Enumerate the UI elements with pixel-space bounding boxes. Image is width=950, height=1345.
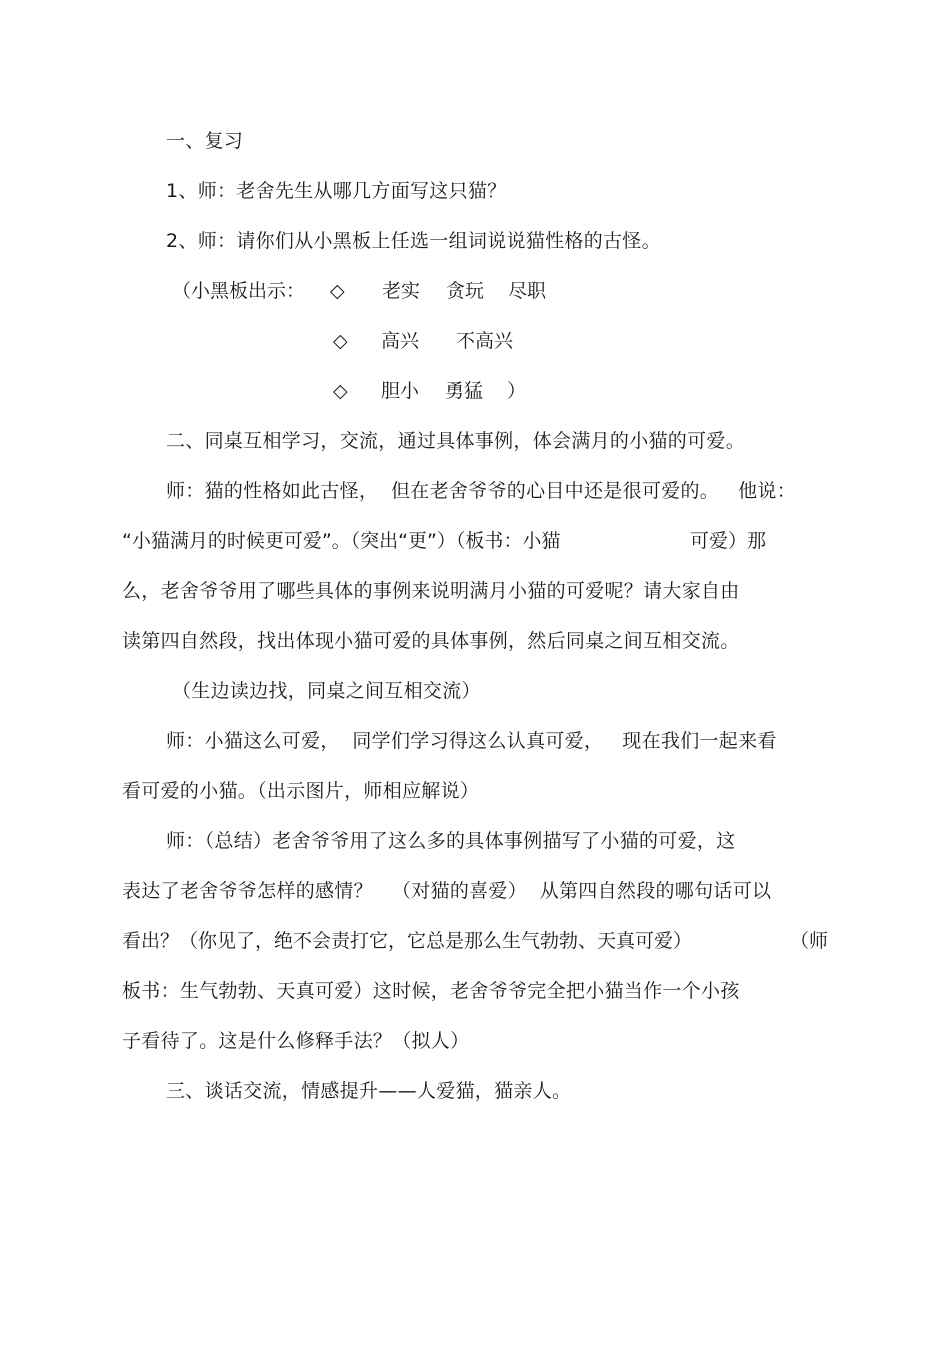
board-word: 老实: [382, 280, 421, 302]
paragraph-line: 看出？（你见了，绝不会责打它，它总是那么生气勃勃、天真可爱）: [122, 930, 693, 952]
board-word: 勇猛: [445, 380, 484, 402]
board-bullet-icon: ◇: [330, 280, 345, 302]
paragraph-line: 读第四自然段，找出体现小猫可爱的具体事例，然后同桌之间互相交流。: [122, 630, 740, 652]
question-2: 2、师：请你们从小黑板上任选一组词说说猫性格的古怪。: [166, 230, 661, 252]
paragraph-line: 看可爱的小猫。（出示图片，师相应解说）: [122, 780, 480, 802]
question-1: 1、师：老舍先生从哪几方面写这只猫？: [166, 180, 507, 202]
review-heading: 一、复习: [166, 130, 244, 152]
board-bullet-icon: ◇: [333, 330, 348, 352]
paragraph-line: 师：猫的性格如此古怪， 但在老舍爷爷的心目中还是很可爱的。 他说：: [166, 480, 796, 502]
paragraph-line: （生边读边找，同桌之间互相交流）: [172, 680, 481, 702]
board-word: 尽职: [508, 280, 547, 302]
board-word: 贪玩: [446, 280, 485, 302]
paragraph-line-end: （师: [790, 930, 829, 952]
paragraph-line-end: 可爱）那: [690, 530, 767, 552]
paragraph-line: 板书：生气勃勃、天真可爱）这时候，老舍爷爷完全把小猫当作一个小孩: [122, 980, 740, 1002]
paragraph-line: 么，老舍爷爷用了哪些具体的事例来说明满月小猫的可爱呢？请大家自由: [122, 580, 740, 602]
part2-heading: 二、同桌互相学习，交流，通过具体事例，体会满月的小猫的可爱。: [166, 430, 746, 452]
part3-heading: 三、谈话交流，情感提升——人爱猫，猫亲人。: [166, 1080, 572, 1102]
paragraph-line: 子看待了。这是什么修释手法？（拟人）: [122, 1030, 470, 1052]
board-word: 胆小: [381, 380, 420, 402]
paragraph-line: 师：小猫这么可爱， 同学们学习得这么认真可爱， 现在我们一起来看: [166, 730, 777, 752]
paragraph-line: “小猫满月的时候更可爱”。（突出“更”）（板书：小猫: [122, 530, 561, 552]
paragraph-line: 师：（总结）老舍爷爷用了这么多的具体事例描写了小猫的可爱，这: [166, 830, 736, 852]
paragraph-line: 表达了老舍爷爷怎样的感情？ （对猫的喜爱） 从第四自然段的哪句话可以: [122, 880, 772, 902]
board-close-paren: ）: [507, 380, 527, 402]
board-prefix: （小黑板出示：: [172, 280, 306, 302]
board-word: 不高兴: [456, 330, 514, 352]
board-word: 高兴: [381, 330, 420, 352]
board-bullet-icon: ◇: [333, 380, 348, 402]
